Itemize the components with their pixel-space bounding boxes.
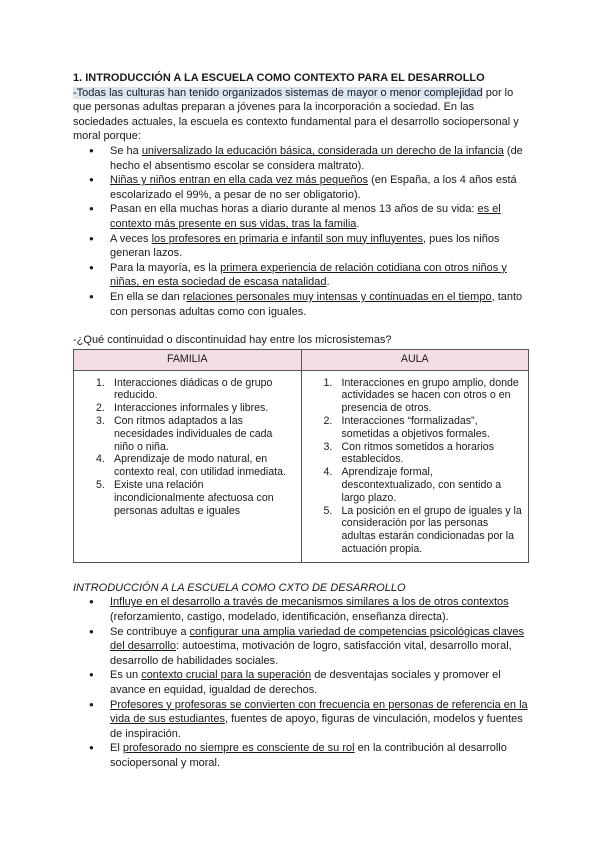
list-item: ● En ella se dan relaciones personales muy intensas y continuadas en el tiempo, tanto con personas adultas como con iguales. <box>73 290 528 319</box>
list-item: 5. Existe una relación incondicionalmente afectuosa con personas adultas e iguales <box>96 479 274 517</box>
section-heading: INTRODUCCIÓN A LA ESCUELA COMO CXTO DE DESARROLLO <box>73 581 406 594</box>
list-item: ● Pasan en ella muchas horas a diario durante al menos 13 años de su vida: es el contexto más presente en sus vidas, tras la familia. <box>73 202 528 231</box>
list-item: ● Se ha universalizado la educación básica, considerada un derecho de la infancia (de hecho el absentismo escolar se considera maltrato). <box>73 144 528 173</box>
list-item: 3. Con ritmos adaptados a las necesidades individuales de cada niño o niña. <box>96 415 273 453</box>
page-title: 1. INTRODUCCIÓN A LA ESCUELA COMO CONTEXTO PARA EL DESARROLLO <box>73 72 485 84</box>
list-item: 1. Interacciones diádicas o de grupo reducido. <box>96 376 273 402</box>
bullet-list-2 <box>73 595 528 770</box>
table-header-familia: FAMILIA <box>74 349 302 370</box>
list-item: 4. Aprendizaje de modo natural, en contexto real, con utilidad inmediata. <box>96 453 286 479</box>
list-item: 4. Aprendizaje formal, descontextualizado, con sentido a largo plazo. <box>323 466 502 504</box>
list-item: ● Niñas y niños entran en ella cada vez más pequeños (en España, a los 4 años está escolarizado el 99%, a pesar de no ser obligatorio). <box>73 173 528 202</box>
bullet-list-1 <box>73 144 528 319</box>
intro-paragraph <box>73 86 528 144</box>
list-item: 5. La posición en el grupo de iguales y la consideración por las personas adultas estarán condicionadas por la actuación propia. <box>323 504 522 556</box>
list-item: ● Para la mayoría, es la primera experiencia de relación cotidiana con otros niños y niñas, en esta sociedad de escasa natalidad. <box>73 261 528 290</box>
list-item: 2. Interacciones informales y libres. <box>96 402 269 415</box>
table-header-aula: AULA <box>301 349 529 370</box>
list-item: 2. Interacciones “formalizadas”, sometidas a objetivos formales. <box>323 415 490 440</box>
aula-cell <box>301 370 529 562</box>
list-item: ● El profesorado no siempre es consciente de su rol en la contribución al desarrollo sociopersonal y moral. <box>73 741 528 770</box>
question-text: -¿Qué continuidad o discontinuidad hay entre los microsistemas? <box>73 334 392 347</box>
list-item: ● Es un contexto crucial para la superación de desventajas sociales y promover el avance en equidad, igualdad de derechos. <box>73 668 528 697</box>
list-item: 3. Con ritmos sometidos a horarios establecidos. <box>323 440 494 466</box>
list-item: ● Se contribuye a configurar una amplia variedad de competencias psicológicas claves del desarrollo: autoestima, motivación de logro, satisfacción vital, desarrollo moral, desarrollo de habilidades sociales. <box>73 625 528 669</box>
list-item: ● Influye en el desarrollo a través de mecanismos similares a los de otros contextos (reforzamiento, castigo, modelado, identificación, enseñanza directa). <box>73 595 528 624</box>
list-item: ● Profesores y profesoras se convierten con frecuencia en personas de referencia en la vida de sus estudiantes, fuentes de apoyo, figuras de vinculación, modelos y fuentes de inspiración. <box>73 698 528 742</box>
list-item: ● A veces los profesores en primaria e infantil son muy influyentes, pues los niños generan lazos. <box>73 232 528 261</box>
comparison-table <box>73 349 529 563</box>
list-item: 1. Interacciones en grupo amplio, donde actividades se hacen con otros o en presencia de otros. <box>323 376 519 415</box>
highlighted-text: -Todas las culturas han tenido organizados sistemas de mayor o menor complejidad <box>73 86 483 99</box>
intro-rest: por lo que personas adultas preparan a jóvenes para la incorporación a sociedad. En las sociedades actuales, la escuela es contexto fundamental para el desarrollo sociopersonal y moral porque: <box>73 86 519 143</box>
document-page <box>73 71 528 771</box>
familia-cell <box>74 370 302 562</box>
